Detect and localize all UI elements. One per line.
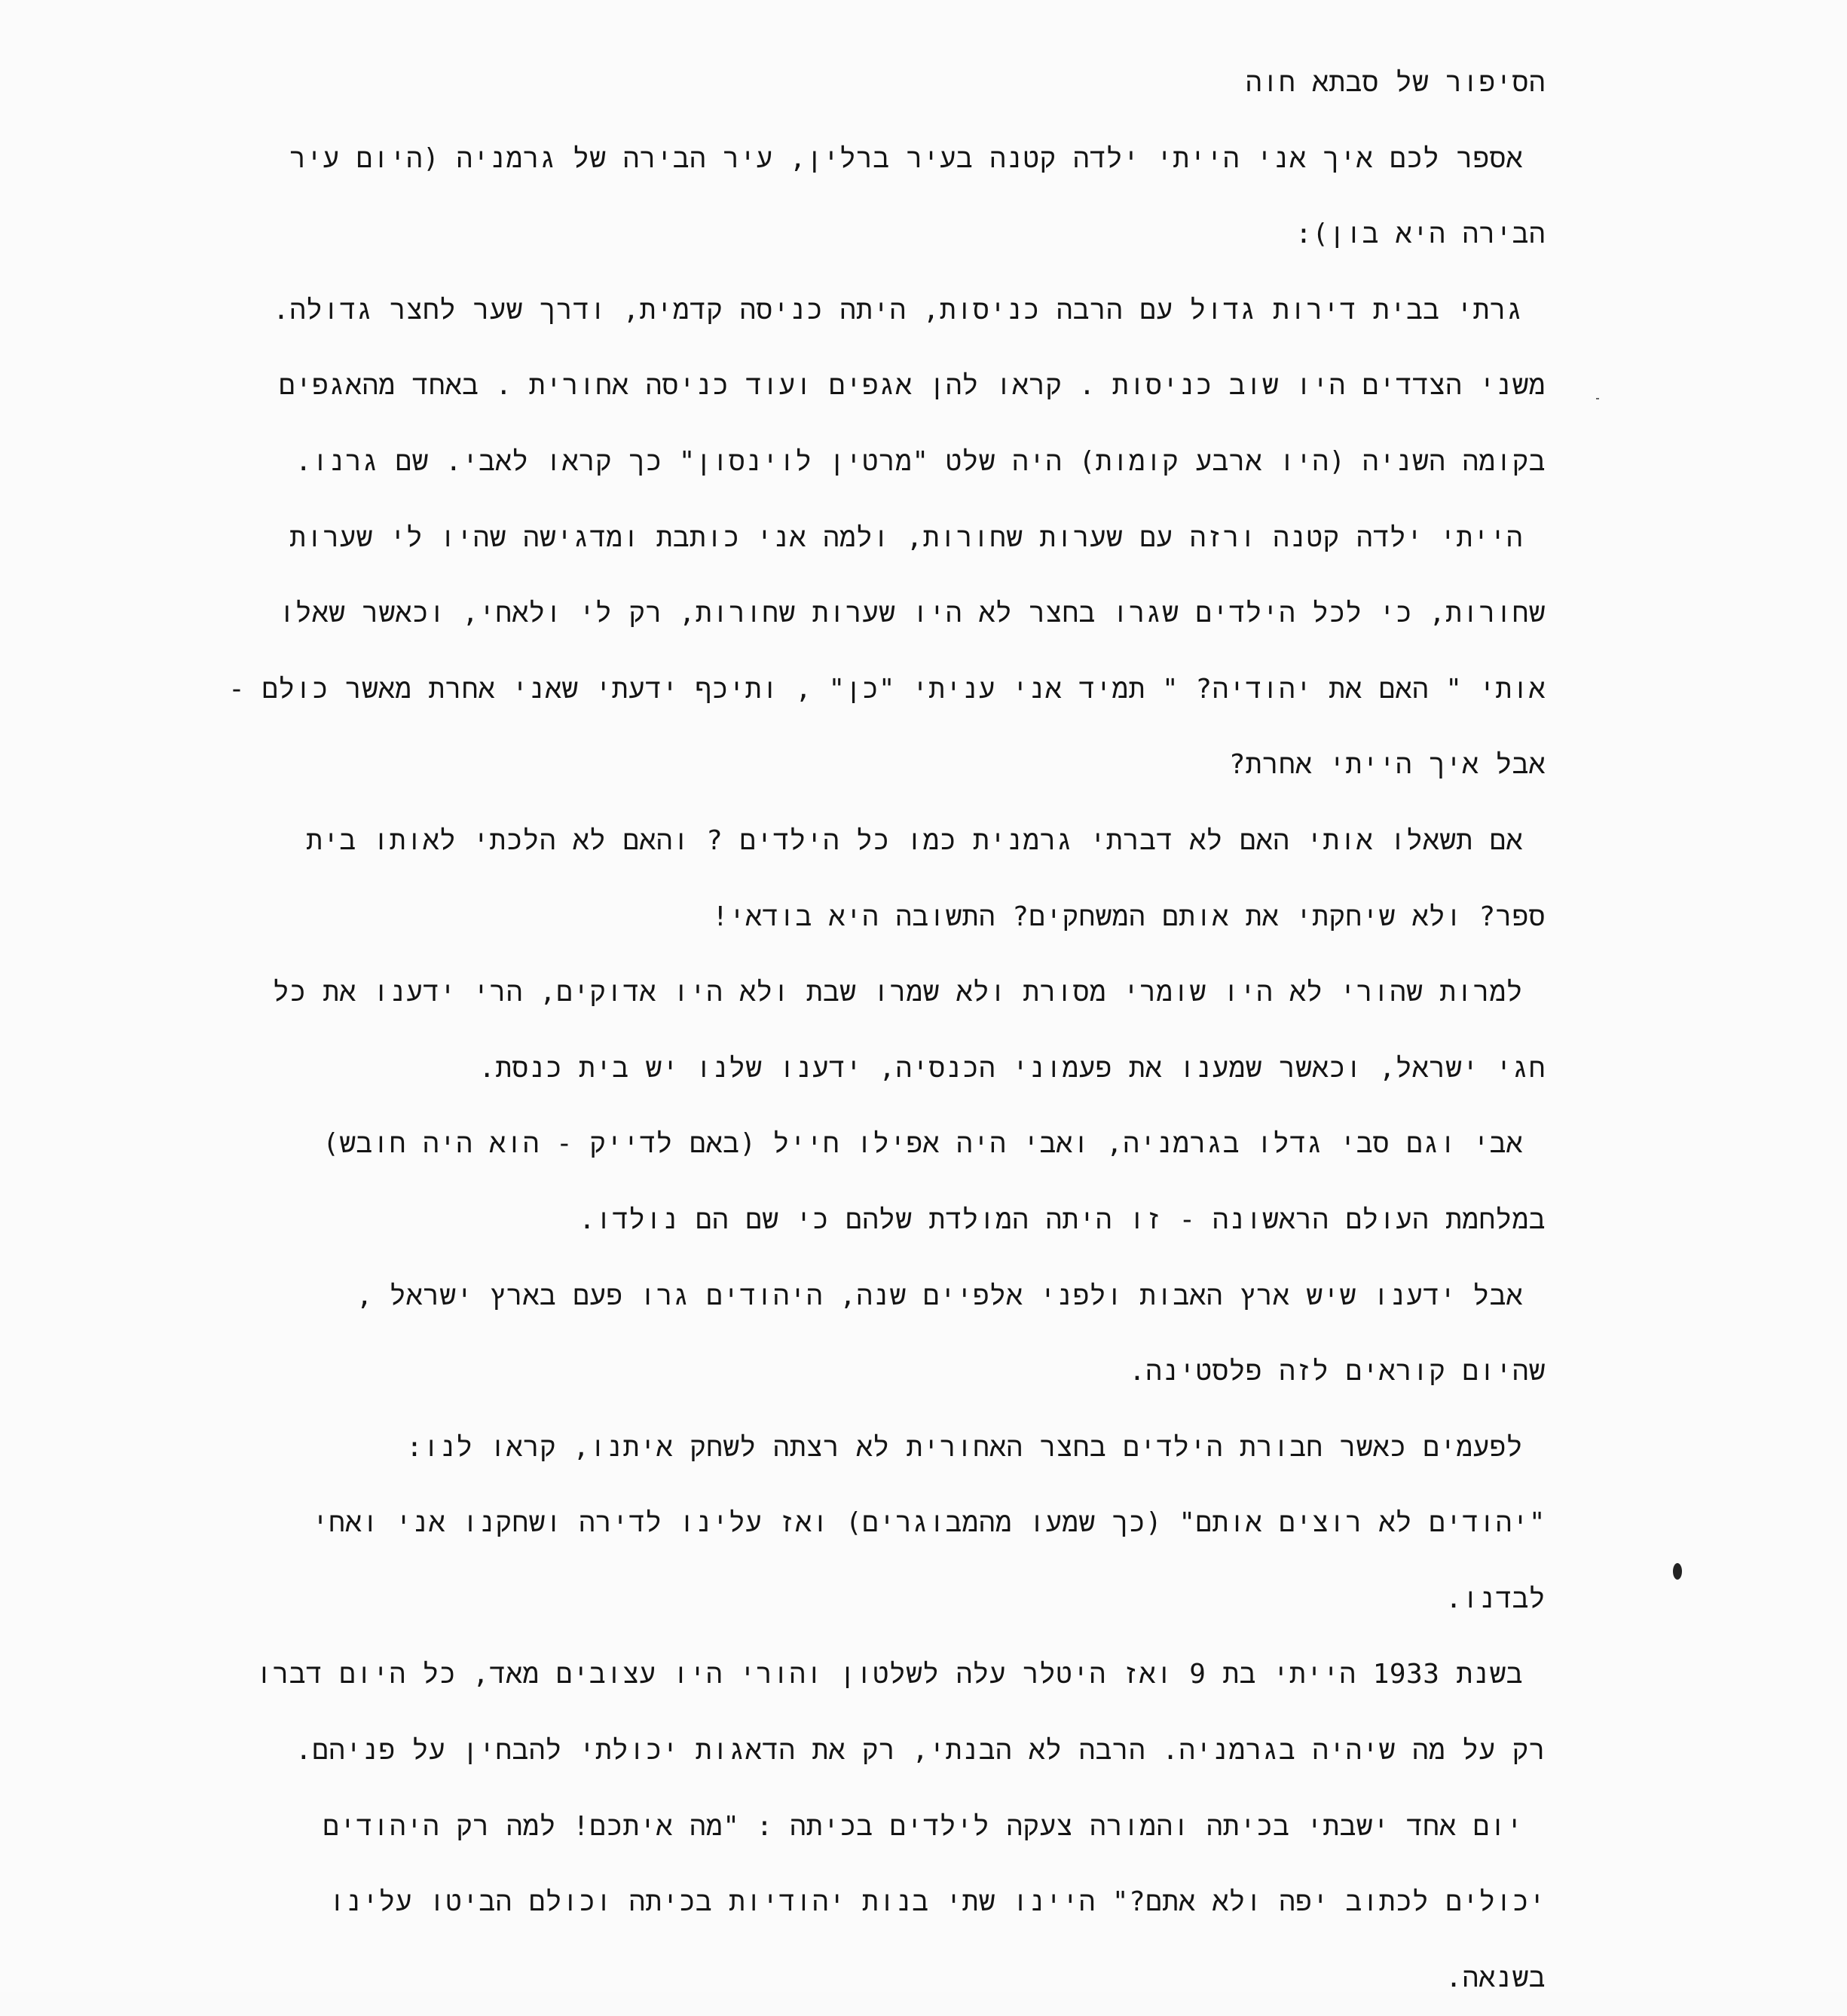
text-line: הבירה היא בון): (1295, 219, 1546, 250)
text-line: בשנאה. (1445, 1962, 1546, 1993)
text-line: יכולים לכתוב יפה ולא אתם?" היינו שתי בנות יהודיות בכיתה וכולם הביטו עלינו (329, 1886, 1546, 1918)
text-line: אבל ידענו שיש ארץ האבות ולפני אלפיים שנה, היהודים גרו פעם בארץ ישראל , (356, 1280, 1523, 1311)
text-line: למרות שהורי לא היו שומרי מסורת ולא שמרו שבת ולא היו אדוקים, הרי ידענו את כל (273, 977, 1523, 1008)
text-line: לפעמים כאשר חבורת הילדים בחצר האחורית לא רצתה לשחק איתנו, קראו לנו: (406, 1431, 1523, 1463)
text-line: "יהודים לא רוצים אותם" (כך שמעו מהמבוגרים) ואז עלינו לדירה ושחקנו אני ואחי (312, 1507, 1546, 1539)
text-line: לבדנו. (1445, 1583, 1546, 1614)
text-line: שחורות, כי לכל הילדים שגרו בחצר לא היו שערות שחורות, רק לי ולאחי, וכאשר שאלו (278, 598, 1546, 629)
text-line: ספר? ולא שיחקתי את אותם המשחקים? התשובה היא בודאי! (712, 901, 1546, 932)
story-title: הסיפור של סבתא חוה (1245, 67, 1546, 98)
text-line: במלחמת העולם הראשונה - זו היתה המולדת שלהם כי שם הם נולדו. (579, 1204, 1546, 1235)
text-line: חגי ישראל, וכאשר שמענו את פעמוני הכנסיה, ידענו שלנו יש בית כנסת. (479, 1052, 1546, 1084)
scan-speck (1673, 1563, 1682, 1580)
typed-story-text (228, 45, 1546, 2016)
text-line: אם תשאלו אותי האם לא דברתי גרמנית כמו כל הילדים ? והאם לא הלכתי לאותו בית (306, 824, 1523, 856)
text-line: אבי וגם סבי גדלו בגרמניה, ואבי היה אפילו חייל (באם לדייק - הוא היה חובש) (323, 1128, 1523, 1160)
text-line: משני הצדדים היו שוב כניסות . קראו להן אגפים ועוד כניסה אחורית . באחד מהאגפים (279, 370, 1546, 402)
text-line: אבל איך הייתי אחרת? (1228, 749, 1546, 781)
text-line: הייתי ילדה קטנה ורזה עם שערות שחורות, ולמה אני כותבת ומדגישה שהיו לי שערות (289, 522, 1523, 553)
text-line: רק על מה שיהיה בגרמניה. הרבה לא הבנתי, רק את הדאגות יכולתי להבחין על פניהם. (295, 1735, 1546, 1767)
text-line: בקומה השניה (היו ארבע קומות) היה שלט "מרטין לוינסון" כך קראו לאבי. שם גרנו. (295, 445, 1546, 477)
scan-mark (1596, 398, 1599, 399)
text-line: יום אחד ישבתי בכיתה והמורה צעקה לילדים בכיתה : "מה איתכם! למה רק היהודים (323, 1810, 1523, 1842)
text-line: בשנת 1933 הייתי בת 9 ואז היטלר עלה לשלטון והורי היו עצובים מאד, כל היום דברו (255, 1659, 1523, 1690)
text-line: שהיום קוראים לזה פלסטינה. (1129, 1356, 1546, 1387)
text-line: גרתי בבית דירות גדול עם הרבה כניסות, היתה כניסה קדמית, ודרך שער לחצר גדולה. (273, 294, 1523, 326)
text-line: אספר לכם איך אני הייתי ילדה קטנה בעיר ברלין, עיר הבירה של גרמניה (היום עיר (289, 142, 1523, 174)
text-line: אותי " האם את יהודיה? " תמיד אני עניתי "כן" , ותיכף ידעתי שאני אחרת מאשר כולם - (228, 673, 1546, 705)
